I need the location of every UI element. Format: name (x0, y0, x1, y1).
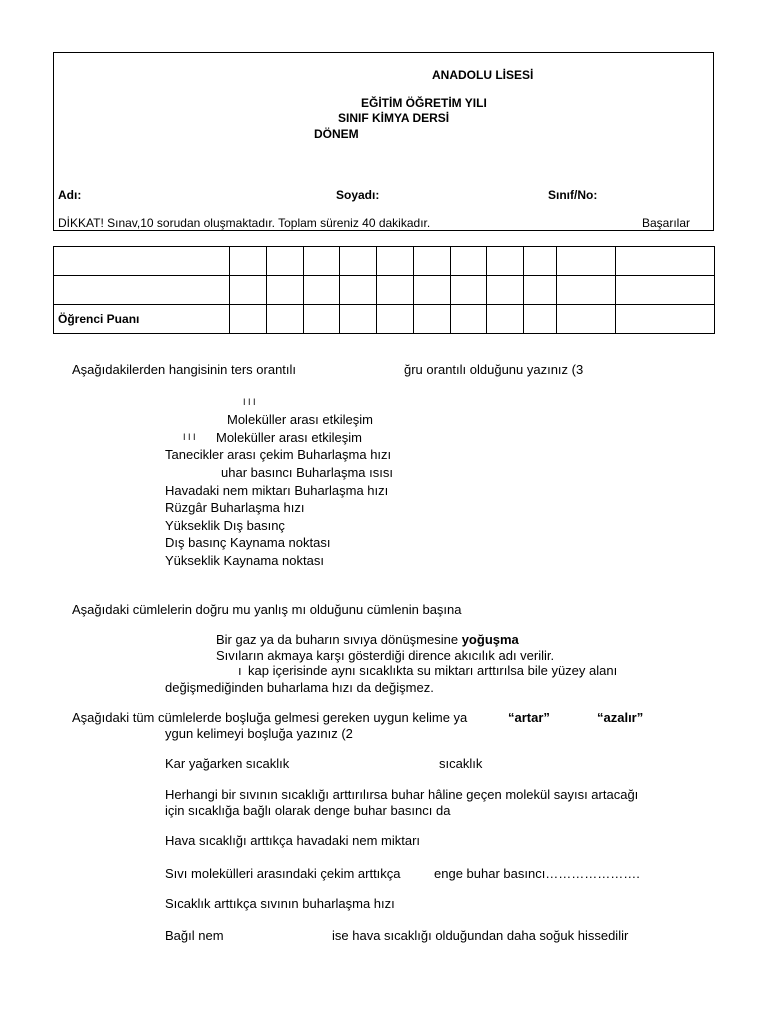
academic-year: EĞİTİM ÖĞRETİM YILI (361, 96, 487, 110)
q2-statement-1-bold: yoğuşma (461, 632, 519, 647)
q2-statement-3-mark: ı (238, 663, 242, 678)
exam-notice: DİKKAT! Sınav,10 sorudan oluşmaktadır. Toplam süreniz 40 dakikadır. (58, 216, 431, 230)
q3-sentence-4a: Sıvı molekülleri arasındaki çekim arttıkça (165, 866, 401, 881)
q1-mark-2: I I I (183, 432, 196, 442)
q3-sentence-1a: Kar yağarken sıcaklık (165, 756, 290, 771)
q3-sentence-1b: sıcaklık (439, 756, 483, 771)
q2-statement-1 (216, 632, 519, 647)
name-label: Adı: (58, 188, 82, 202)
score-table-row (54, 305, 715, 334)
q1-line-4: uhar basıncı Buharlaşma ısısı (221, 465, 393, 480)
q3-sentence-6b: ise hava sıcaklığı olduğundan daha soğuk hissedilir (332, 928, 629, 943)
q1-line-2: Moleküller arası etkileşim (216, 430, 362, 445)
q1-line-6: Rüzgâr Buharlaşma hızı (165, 500, 305, 515)
q3-prompt: Aşağıdaki tüm cümlelerde boşluğa gelmesi gereken uygun kelime ya (72, 710, 468, 725)
q3-sentence-2a: Herhangi bir sıvının sıcaklığı arttırılırsa buhar hâline geçen molekül sayısı artacağı (165, 787, 639, 802)
q2-statement-3b: değişmediğinden buharlama hızı da değişmez. (165, 680, 434, 695)
q3-prompt-2: ygun kelimeyi boşluğa yazınız (2 (165, 726, 353, 741)
q2-statement-3a: kap içerisinde aynı sıcaklıkta su miktarı arttırılsa bile yüzey alanı (248, 663, 618, 678)
school-name: ANADOLU LİSESİ (432, 68, 534, 82)
course-title: SINIF KİMYA DERSİ (338, 111, 450, 125)
term-label: DÖNEM (314, 127, 359, 141)
q2-statement-2: Sıvıların akmaya karşı gösterdiği dirence akıcılık adı verilir. (216, 648, 555, 663)
q3-sentence-3: Hava sıcaklığı arttıkça havadaki nem miktarı (165, 833, 421, 848)
q3-sentence-6a: Bağıl nem (165, 928, 224, 943)
q3-sentence-5: Sıcaklık arttıkça sıvının buharlaşma hızı (165, 896, 395, 911)
score-table-row (54, 276, 715, 305)
good-luck-text: Başarılar (642, 216, 691, 230)
q1-prompt-a: Aşağıdakilerden hangisinin ters orantılı (72, 362, 297, 377)
q1-mark-1: I I I (243, 397, 256, 407)
q3-sentence-4b: enge buhar basıncı…………………. (434, 866, 640, 881)
score-table (53, 246, 715, 334)
q1-line-5: Havadaki nem miktarı Buharlaşma hızı (165, 483, 389, 498)
student-score-label: Öğrenci Puanı (54, 305, 230, 334)
class-number-label: Sınıf/No: (548, 188, 598, 202)
q2-statement-1-text: Bir gaz ya da buharın sıvıya dönüşmesine (216, 632, 462, 647)
q3-word-artar: “artar” (508, 710, 550, 725)
q3-word-azalir: “azalır” (597, 710, 644, 725)
q1-prompt-b: ğru orantılı olduğunu yazınız (3 (404, 362, 584, 377)
q1-line-1: Moleküller arası etkileşim (227, 412, 373, 427)
q2-prompt: Aşağıdaki cümlelerin doğru mu yanlış mı olduğunu cümlenin başına (72, 602, 462, 617)
q1-line-9: Yükseklik Kaynama noktası (165, 553, 324, 568)
q3-sentence-2b: için sıcaklığa bağlı olarak denge buhar basıncı da (165, 803, 451, 818)
score-table-row (54, 247, 715, 276)
q1-line-3: Tanecikler arası çekim Buharlaşma hızı (165, 447, 392, 462)
q1-line-7: Yükseklik Dış basınç (165, 518, 285, 533)
exam-header-box (53, 52, 714, 231)
q1-line-8: Dış basınç Kaynama noktası (165, 535, 331, 550)
surname-label: Soyadı: (336, 188, 380, 202)
